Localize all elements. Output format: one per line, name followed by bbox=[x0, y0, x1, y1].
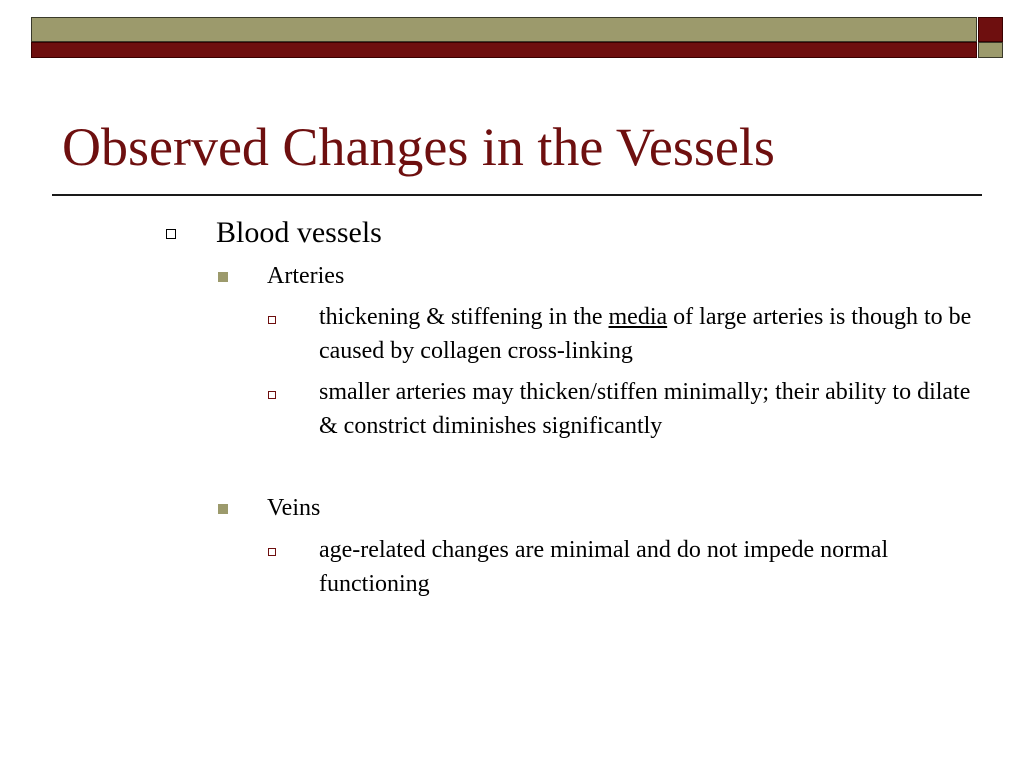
small-square-bullet-icon bbox=[268, 316, 276, 324]
bullet-veins-item-1: age-related changes are minimal and do not impede normal functioning bbox=[319, 537, 889, 597]
bullet-arteries-item-2: smaller arteries may thicken/stiffen minimally; their ability to dilate & constrict diminishes significantly bbox=[319, 379, 971, 439]
hollow-square-bullet-icon bbox=[166, 229, 176, 239]
media-term: media bbox=[608, 304, 668, 330]
bullet-blood-vessels: Blood vessels bbox=[216, 216, 382, 249]
bullet-veins: Veins bbox=[267, 495, 321, 521]
filled-square-bullet-icon bbox=[218, 272, 228, 282]
slide-title: Observed Changes in the Vessels bbox=[62, 117, 775, 177]
small-square-bullet-icon bbox=[268, 391, 276, 399]
small-square-bullet-icon bbox=[268, 548, 276, 556]
filled-square-bullet-icon bbox=[218, 504, 228, 514]
bullet-arteries-item-1: thickening & stiffening in the media of large arteries is though to be caused by collagen cross-linking bbox=[319, 304, 972, 364]
bullet-arteries: Arteries bbox=[267, 263, 345, 289]
